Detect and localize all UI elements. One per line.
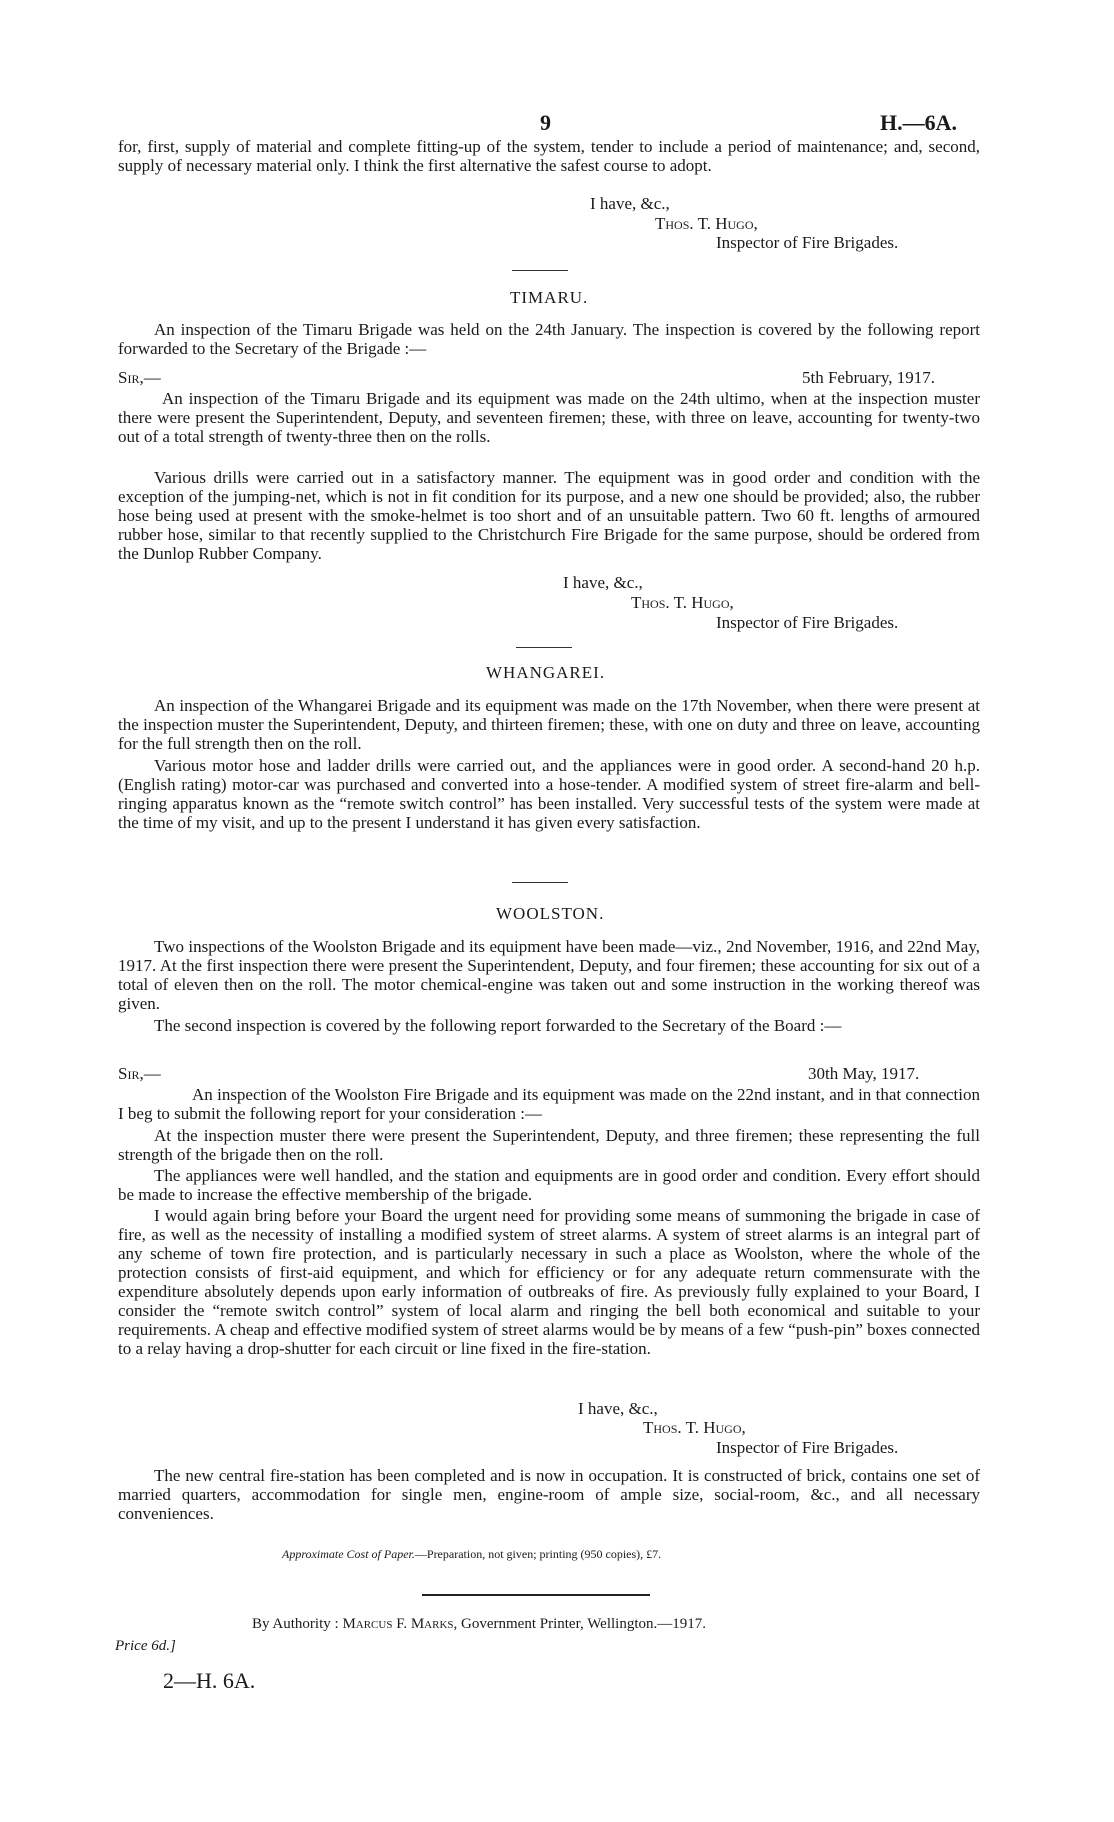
footer-rule — [422, 1594, 650, 1596]
woolston-paragraph-3: An inspection of the Woolston Fire Brigade and its equipment was made on the 22nd instant, and in that connection I beg to submit the following report for your consideration :— — [118, 1085, 980, 1123]
woolston-signatory-title: Inspector of Fire Brigades. — [716, 1438, 899, 1457]
price-note: Price 6d.] — [115, 1638, 176, 1654]
timaru-closing: I have, &c., — [563, 573, 643, 592]
woolston-signature: Thos. T. Hugo, — [643, 1418, 746, 1437]
woolston-paragraph-1: Two inspections of the Woolston Brigade and its equipment have been made—viz., 2nd November, 1916, and 22nd May, 1917. At the first inspection there were present the Superintendent, Deputy, and four firemen; these accounting for six out of a total of eleven then on the roll. The motor chemical-engine was taken out and some instruction in the working thereof was given. — [118, 937, 980, 1013]
whangarei-paragraph-1: An inspection of the Whangarei Brigade and its equipment was made on the 17th November, when there were present at the inspection muster the Superintendent, Deputy, and thirteen firemen; these, with one on duty and three on leave, accounting for the full strength then on the roll. — [118, 696, 980, 753]
timaru-letter-date: 5th February, 1917. — [802, 368, 935, 387]
woolston-salutation: Sir,— — [118, 1064, 161, 1083]
woolston-paragraph-2: The second inspection is covered by the following report forwarded to the Secretary of the Board :— — [154, 1016, 842, 1035]
intro-paragraph: for, first, supply of material and complete fitting-up of the system, tender to include a period of maintenance; and, second, supply of necessary material only. I think the first alternative the safest course to adopt. — [118, 137, 980, 175]
section-divider — [516, 647, 572, 648]
woolston-paragraph-5: The appliances were well handled, and the station and equipments are in good order and condition. Every effort should be made to increase the effective membership of the brigade. — [118, 1166, 980, 1204]
timaru-paragraph-1: An inspection of the Timaru Brigade was held on the 24th January. The inspection is covered by the following report forwarded to the Secretary of the Brigade :— — [118, 320, 980, 358]
intro-closing: I have, &c., — [590, 194, 670, 213]
whangarei-heading: WHANGAREI. — [486, 663, 606, 682]
intro-signature: Thos. T. Hugo, — [655, 214, 758, 233]
woolston-letter-date: 30th May, 1917. — [808, 1064, 920, 1083]
woolston-paragraph-7: The new central fire-station has been completed and is now in occupation. It is constructed of brick, contains one set of married quarters, accommodation for single men, engine-room of ample size, social-room, &c., and all necessary conveniences. — [118, 1466, 980, 1523]
woolston-paragraph-6: I would again bring before your Board the urgent need for providing some means of summoning the brigade in case of fire, as well as the necessity of installing a modified system of street alarms. A system of street alarms is an integral part of any scheme of town fire protection, and is particularly necessary in such a place as Woolston, where the whole of the protection consists of first-aid equipment, and which for efficiency or for any adequate return commensurate with the expenditure absolutely depends upon early information of outbreaks of fire. As previously fully explained to your Board, I consider the “remote switch control” system of local alarm and ringing the bell both economical and suitable to your requirements. A cheap and effective modified system of street alarms would be by means of a few “push-pin” boxes connected to a relay having a drop-shutter for each circuit or line fixed in the fire-station. — [118, 1206, 980, 1358]
timaru-salutation: Sir,— — [118, 368, 161, 387]
woolston-paragraph-4: At the inspection muster there were present the Superintendent, Deputy, and three firemen; these representing the full strength of the brigade then on the roll. — [118, 1126, 980, 1164]
whangarei-paragraph-2: Various motor hose and ladder drills were carried out, and the appliances were in good order. A second-hand 20 h.p. (English rating) motor-car was purchased and converted into a hose-tender. A modified system of street fire-alarm and bell-ringing apparatus known as the “remote switch control” has been installed. Very successful tests of the system were made at the time of my visit, and up to the present I understand it has given every satisfaction. — [118, 756, 980, 832]
timaru-paragraph-2: An inspection of the Timaru Brigade and its equipment was made on the 24th ultimo, when at the inspection muster there were present the Superintendent, Deputy, and seventeen firemen; these, with three on leave, accounting for twenty-two out of a total strength of twenty-three then on the rolls. — [118, 389, 980, 446]
cost-of-paper-text: —Preparation, not given; printing (950 copies), £7. — [414, 1547, 662, 1561]
section-divider — [512, 882, 568, 883]
document-reference: H.—6A. — [880, 110, 957, 135]
printer-name: Marcus F. Marks — [342, 1616, 454, 1632]
timaru-heading: TIMARU. — [510, 288, 589, 307]
timaru-signatory-title: Inspector of Fire Brigades. — [716, 613, 899, 632]
page-number: 9 — [540, 110, 551, 135]
woolston-closing: I have, &c., — [578, 1399, 658, 1418]
authority-suffix: , Government Printer, Wellington.—1917. — [453, 1616, 706, 1632]
signature-mark: 2—H. 6A. — [163, 1668, 256, 1693]
intro-signatory-title: Inspector of Fire Brigades. — [716, 233, 899, 252]
timaru-paragraph-3: Various drills were carried out in a satisfactory manner. The equipment was in good order and condition with the exception of the jumping-net, which is not in fit condition for its purpose, and a new one should be provided; also, the rubber hose being used at present with the smoke-helmet is too short and of an unsuitable pattern. Two 60 ft. lengths of armoured rubber hose, similar to that recently supplied to the Christchurch Fire Brigade for the same purpose, should be ordered from the Dunlop Rubber Company. — [118, 468, 980, 563]
woolston-heading: WOOLSTON. — [496, 904, 605, 923]
authority-prefix: By Authority : — [252, 1616, 339, 1632]
government-printer-imprint — [252, 1616, 706, 1633]
timaru-signature: Thos. T. Hugo, — [631, 593, 734, 612]
cost-of-paper-note — [282, 1547, 661, 1562]
section-divider — [512, 270, 568, 271]
cost-of-paper-label: Approximate Cost of Paper. — [282, 1547, 415, 1561]
